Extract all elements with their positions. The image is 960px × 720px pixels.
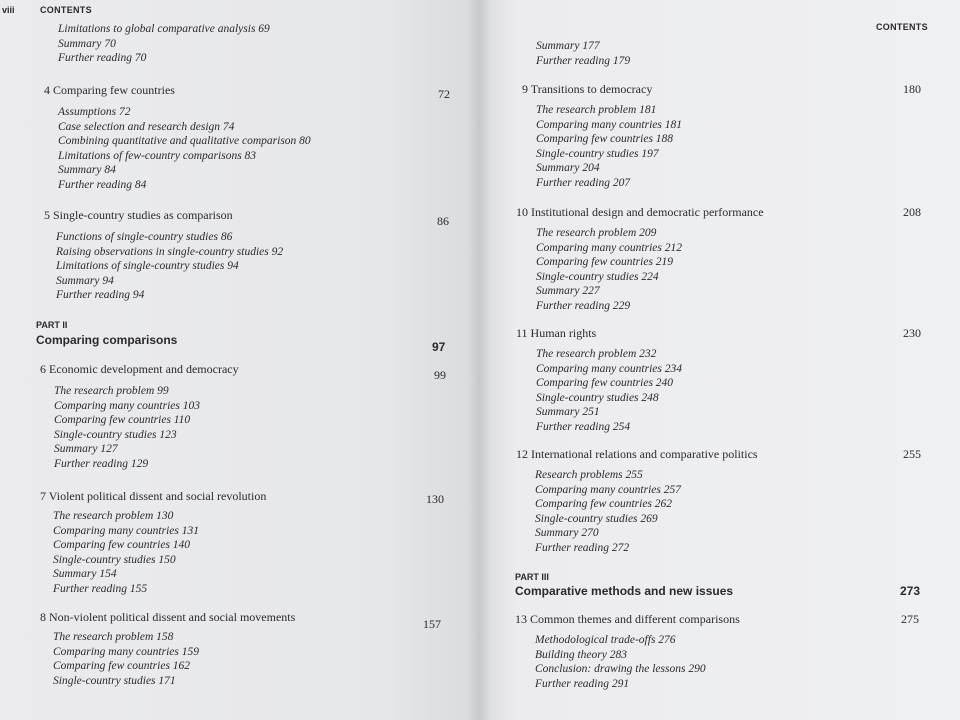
list-item: Conclusion: drawing the lessons 290 — [535, 663, 706, 676]
list-item: Building theory 283 — [535, 648, 627, 661]
list-item: Limitations to global comparative analysis 69 — [58, 23, 270, 35]
list-item: Single-country studies 123 — [54, 428, 177, 441]
list-item: Summary 127 — [54, 443, 118, 456]
list-item: Single-country studies 171 — [53, 674, 176, 687]
list-item: Comparing few countries 110 — [54, 414, 191, 427]
list-item: Summary 270 — [535, 527, 599, 540]
chapter-page: 230 — [903, 326, 921, 340]
chapter-title: 7 Violent political dissent and social revolution — [40, 489, 267, 503]
chapter-title: 12 International relations and comparative politics — [516, 447, 758, 461]
list-item: Comparing many countries 159 — [53, 645, 199, 658]
chapter-page: 255 — [903, 447, 921, 461]
part-title: Comparative methods and new issues — [515, 584, 734, 598]
chapter-page: 275 — [901, 612, 919, 626]
book-gutter — [468, 0, 490, 720]
list-item: Summary 70 — [58, 37, 116, 50]
list-item: Comparing many countries 257 — [535, 483, 681, 496]
list-item: Single-country studies 269 — [535, 512, 658, 525]
list-item: Comparing many countries 131 — [53, 524, 199, 537]
list-item: Combining quantitative and qualitative comparison 80 — [58, 135, 311, 148]
chapter-sections — [535, 633, 706, 691]
chapter-page: 99 — [434, 368, 446, 382]
list-item: Comparing many countries 103 — [54, 399, 200, 412]
chapter-page: 86 — [437, 214, 449, 228]
list-item: Summary 154 — [53, 568, 117, 581]
list-item: Further reading 254 — [536, 420, 631, 433]
chapter-title: 4 Comparing few countries — [44, 83, 175, 97]
chapter-title: 11 Human rights — [516, 326, 597, 340]
list-item: Assumptions 72 — [58, 106, 131, 118]
list-item: Comparing few countries 219 — [536, 256, 674, 269]
chapter-sections — [536, 103, 682, 191]
list-item: Single-country studies 197 — [536, 147, 659, 160]
chapter-sections — [536, 226, 682, 314]
part-page: 97 — [432, 340, 446, 354]
list-item: Case selection and research design 74 — [58, 120, 235, 133]
chapter-sections — [54, 384, 200, 472]
list-item: Summary 204 — [536, 162, 600, 175]
chapter-title: 10 Institutional design and democratic performance — [516, 205, 764, 219]
list-item: The research problem 209 — [536, 227, 657, 239]
chapter-sections — [53, 509, 199, 597]
chapter-title: 6 Economic development and democracy — [40, 362, 239, 376]
list-item: Functions of single-country studies 86 — [56, 231, 233, 243]
chapter-page: 208 — [903, 205, 921, 219]
list-item: Further reading 129 — [54, 457, 149, 470]
list-item: Limitations of few-country comparisons 83 — [58, 149, 257, 162]
list-item: Single-country studies 248 — [536, 391, 659, 404]
list-item: Research problems 255 — [535, 469, 643, 481]
list-item: Further reading 94 — [56, 289, 145, 302]
part-label: PART II — [36, 320, 68, 330]
part-page: 273 — [900, 584, 921, 598]
list-item: Single-country studies 224 — [536, 270, 659, 283]
chapter-page: 130 — [426, 492, 444, 506]
list-item: Single-country studies 150 — [53, 553, 176, 566]
list-item: Comparing few countries 162 — [53, 660, 191, 673]
list-item: Summary 227 — [536, 285, 600, 298]
part-title: Comparing comparisons — [36, 333, 178, 347]
list-item: The research problem 232 — [536, 348, 657, 360]
list-item: Further reading 179 — [536, 54, 631, 67]
list-item: Methodological trade-offs 276 — [535, 634, 676, 646]
list-item: Further reading 155 — [53, 582, 148, 595]
list-item: Summary 94 — [56, 274, 114, 287]
list-item: Further reading 229 — [536, 299, 631, 312]
list-item: Comparing few countries 188 — [536, 133, 674, 146]
chapter-title: 5 Single-country studies as comparison — [44, 208, 233, 222]
list-item: Comparing many countries 234 — [536, 362, 682, 375]
right-page — [478, 0, 960, 720]
list-item: Comparing few countries 140 — [53, 539, 191, 552]
running-head: CONTENTS — [40, 5, 92, 15]
list-item: The research problem 158 — [53, 631, 174, 643]
list-item: Limitations of single-country studies 94 — [56, 260, 239, 273]
list-item: Further reading 70 — [58, 52, 147, 65]
list-item: Comparing many countries 181 — [536, 118, 682, 131]
chapter-title: 8 Non-violent political dissent and social movements — [40, 610, 296, 624]
list-item: Further reading 272 — [535, 541, 630, 554]
list-item: Comparing many countries 212 — [536, 241, 682, 254]
left-page — [0, 0, 478, 720]
chapter-sections — [536, 347, 682, 435]
list-item: Summary 84 — [58, 164, 116, 177]
chapter-page: 72 — [438, 87, 450, 101]
list-item: Comparing few countries 240 — [536, 377, 674, 390]
list-item: The research problem 181 — [536, 104, 657, 116]
list-item: Further reading 207 — [536, 176, 631, 189]
chapter-sections — [53, 630, 199, 688]
chapter-page: 180 — [903, 82, 921, 96]
chapter-sections — [535, 468, 681, 556]
list-item: Further reading 291 — [535, 677, 630, 690]
chapter-sections — [58, 105, 311, 193]
running-head: CONTENTS — [876, 22, 928, 32]
chapter-page: 157 — [423, 617, 441, 631]
list-item: Summary 177 — [536, 40, 600, 52]
chapter-title: 13 Common themes and different comparisons — [515, 612, 740, 626]
intro-list — [536, 39, 630, 68]
part-label: PART III — [515, 572, 549, 582]
list-item: Summary 251 — [536, 406, 600, 419]
chapter-title: 9 Transitions to democracy — [522, 82, 653, 96]
intro-list — [58, 22, 270, 66]
list-item: The research problem 99 — [54, 385, 169, 397]
page-folio: viii — [2, 5, 15, 15]
list-item: Comparing few countries 262 — [535, 498, 673, 511]
list-item: Further reading 84 — [58, 178, 147, 191]
list-item: The research problem 130 — [53, 510, 174, 522]
chapter-sections — [56, 230, 283, 303]
list-item: Raising observations in single-country studies 92 — [56, 245, 284, 258]
